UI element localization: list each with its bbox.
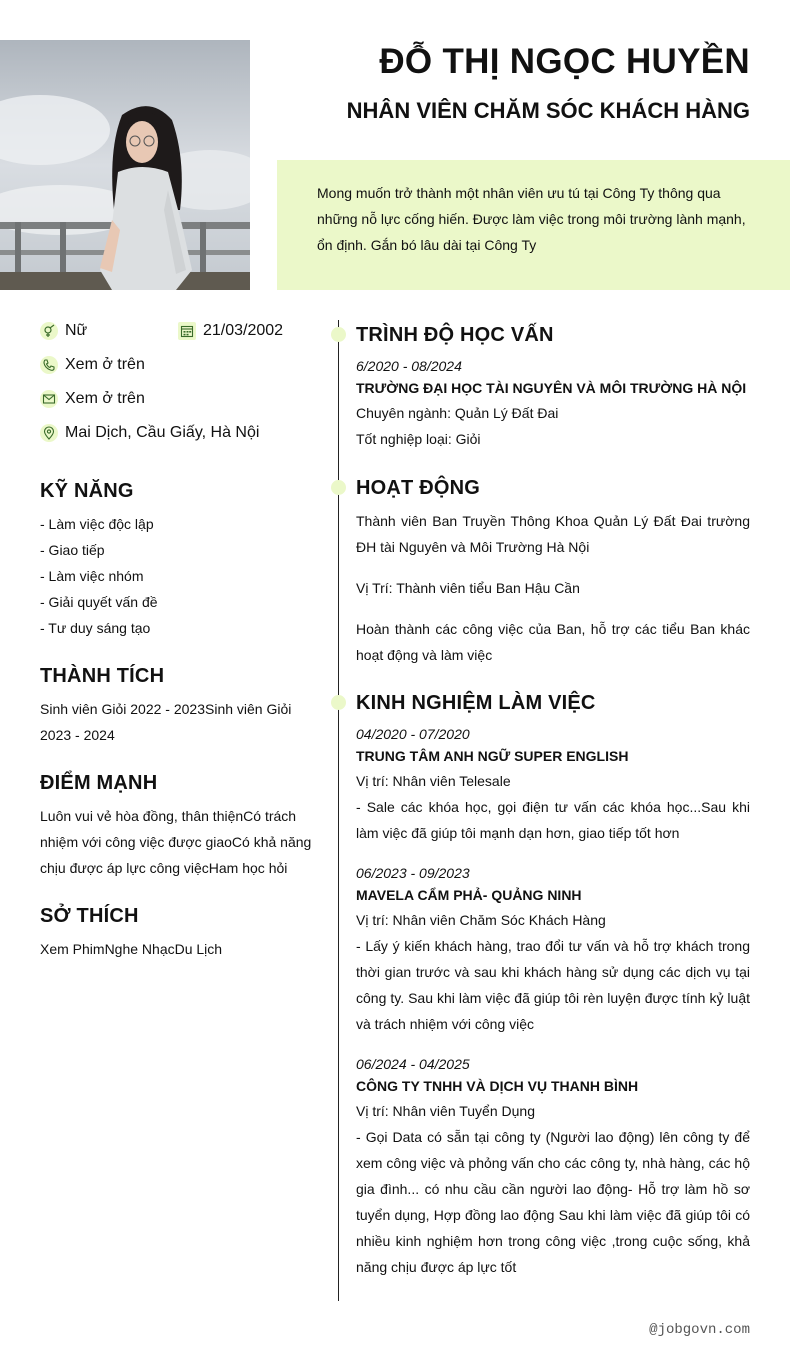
company-name: CÔNG TY TNHH VÀ DỊCH VỤ THANH BÌNH: [356, 1078, 639, 1094]
mail-icon: [40, 390, 58, 408]
activities-title: HOẠT ĐỘNG: [356, 477, 481, 499]
gender-value: Nữ: [65, 322, 88, 339]
activities-entry: [356, 508, 750, 668]
hobbies-text: Xem PhimNghe NhạcDu Lịch: [40, 941, 223, 957]
education-entry: [356, 356, 750, 452]
job-position: Vị trí: Nhân viên Tuyển Dụng: [356, 1103, 535, 1119]
company-name: TRUNG TÂM ANH NGỮ SUPER ENGLISH: [356, 748, 629, 764]
skill-item: - Làm việc nhóm: [40, 568, 144, 584]
experience-entry: [356, 863, 750, 1037]
career-objective: Mong muốn trở thành một nhân viên ưu tú tại Công Ty thông qua những nỗ lực cống hiến. Được làm việc trong môi trường lành mạnh, ổn định. Gắn bó lâu dài tại Công Ty: [277, 160, 790, 290]
job-title: NHÂN VIÊN CHĂM SÓC KHÁCH HÀNG: [346, 98, 750, 123]
achievements-text: Sinh viên Giỏi 2022 - 2023Sinh viên Giỏi 2023 - 2024: [40, 701, 292, 743]
job-date: 04/2020 - 07/2020: [356, 726, 470, 742]
profile-photo: [0, 40, 250, 290]
job-description: - Gọi Data có sẵn tại công ty (Người lao động) lên công ty để xem công việc và phỏng vấn cho các công ty, nhà hàng, các hộ gia đình... có nhu cầu cần người lao động- Hỗ trợ làm hồ sơ tuyển dụng, Hợp đồng lao động Sau khi làm việc đã giúp tôi có nhiều kinh nghiệm hơn trong công việc ,trong cuộc sống, khả năng chịu được áp lực tốt: [356, 1129, 750, 1275]
activity-text: Hoàn thành các công việc của Ban, hỗ trợ các tiểu Ban khác hoạt động và làm việc: [356, 621, 750, 663]
contact-phone: [40, 356, 145, 374]
calendar-icon: [178, 322, 196, 340]
contact-email: [40, 390, 145, 408]
strengths-section: [40, 771, 312, 881]
full-name: ĐỖ THỊ NGỌC HUYỀN: [379, 42, 750, 81]
contact-birthday: [178, 322, 283, 340]
timeline-dot: [331, 327, 346, 342]
job-description: - Lấy ý kiến khách hàng, trao đổi tư vấn và hỗ trợ khách trong thời gian trước và sau khi khách hàng sử dụng các dịch vụ tại công ty. Sau khi làm việc đã giúp tôi rèn luyện được tính kỷ luật và trách nhiệm với công việc: [356, 938, 750, 1032]
skill-item: - Làm việc độc lập: [40, 516, 154, 532]
hobbies-section: [40, 904, 312, 962]
skills-title: KỸ NĂNG: [40, 480, 134, 502]
birthday-value: 21/03/2002: [203, 322, 284, 339]
skill-item: - Tư duy sáng tạo: [40, 620, 151, 636]
contact-gender: [40, 322, 87, 340]
education-title: TRÌNH ĐỘ HỌC VẤN: [356, 324, 554, 346]
email-value: Xem ở trên: [65, 390, 145, 407]
strengths-text: Luôn vui vẻ hòa đồng, thân thiệnCó trách nhiệm với công việc được giaoCó khả năng chịu được áp lực công việcHam học hỏi: [40, 808, 312, 876]
skill-item: - Giải quyết vấn đề: [40, 594, 158, 610]
address-value: Mai Dịch, Cầu Giấy, Hà Nội: [65, 424, 260, 441]
experience-entry: [356, 1054, 750, 1280]
timeline-dot: [331, 695, 346, 710]
activity-text: Thành viên Ban Truyền Thông Khoa Quản Lý Đất Đai trường ĐH tài Nguyên và Môi Trường Hà Nội: [356, 513, 750, 555]
education-date: 6/2020 - 08/2024: [356, 358, 462, 374]
achievements-title: THÀNH TÍCH: [40, 665, 165, 687]
hobbies-title: SỞ THÍCH: [40, 905, 139, 927]
education-grade: Tốt nghiệp loại: Giỏi: [356, 431, 481, 447]
skill-item: - Giao tiếp: [40, 542, 105, 558]
phone-value: Xem ở trên: [65, 356, 145, 373]
phone-icon: [40, 356, 58, 374]
site-watermark: @jobgovn.com: [649, 1322, 750, 1338]
job-description: - Sale các khóa học, gọi điện tư vấn các khóa học...Sau khi làm việc đã giúp tôi mạnh dạn hơn, giao tiếp tốt hơn: [356, 799, 750, 841]
location-pin-icon: [40, 424, 58, 442]
company-name: MAVELA CẨM PHẢ- QUẢNG NINH: [356, 887, 582, 903]
contact-address: [40, 424, 259, 442]
experience-title: KINH NGHIỆM LÀM VIỆC: [356, 692, 596, 714]
job-date: 06/2023 - 09/2023: [356, 865, 470, 881]
achievements-section: [40, 664, 312, 748]
activity-position: Vị Trí: Thành viên tiểu Ban Hậu Cần: [356, 580, 580, 596]
gender-icon: [40, 322, 58, 340]
school-name: TRƯỜNG ĐẠI HỌC TÀI NGUYÊN VÀ MÔI TRƯỜNG HÀ NỘI: [356, 380, 747, 396]
timeline-dot: [331, 480, 346, 495]
education-major: Chuyên ngành: Quản Lý Đất Đai: [356, 405, 559, 421]
strengths-title: ĐIỂM MẠNH: [40, 772, 158, 794]
job-position: Vị trí: Nhân viên Chăm Sóc Khách Hàng: [356, 912, 606, 928]
skills-section: [40, 479, 312, 641]
timeline-line: [338, 320, 339, 1301]
job-position: Vị trí: Nhân viên Telesale: [356, 773, 511, 789]
experience-entry: [356, 724, 750, 846]
job-date: 06/2024 - 04/2025: [356, 1056, 470, 1072]
